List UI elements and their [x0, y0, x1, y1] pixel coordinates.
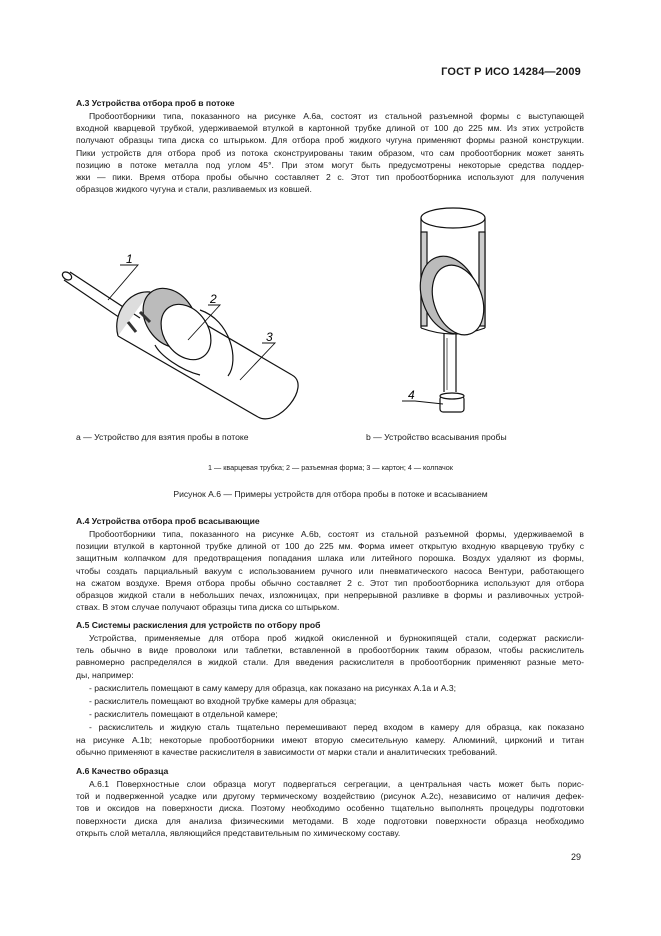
document-header: ГОСТ Р ИСО 14284—2009 — [441, 66, 581, 78]
section-a4-title: А.4 Устройства отбора проб всасывающие — [76, 516, 260, 526]
text-line: защитным колпачком для предотвращения попадания шлака или литейного порошка. Воздух удаляют из формы, — [76, 553, 584, 564]
label-1: 1 — [126, 252, 133, 266]
section-a5-body — [76, 632, 584, 758]
text-line: поверхности диска для анализа физическими методами. В ходе подготовки поверхности образца необходимо — [76, 815, 584, 826]
text-line: образцов жидкой стали в небольших печах, изложницах, при непрерывной разливке в формы и разливочных устрой- — [76, 590, 584, 601]
section-a5-title: А.5 Системы раскисления для устройств по отбору проб — [76, 620, 321, 630]
text-line: на сжатом воздухе. Время отбора пробы обычно составляет 2 с. Этот тип пробоотборника используют для отбора — [76, 577, 584, 588]
label-3: 3 — [266, 330, 273, 344]
figure-caption: Рисунок А.6 — Примеры устройств для отбора пробы в потоке и всасыванием — [173, 489, 488, 499]
page-number: 29 — [570, 852, 581, 862]
text-line: той и подверженной усадке или другому термическому воздействию (рисунок А.2c), независимо от наличия дефек- — [76, 791, 584, 802]
figure-a6-drawing — [0, 0, 661, 460]
list-item: - раскислитель помещают в отдельной камере; — [89, 709, 278, 720]
text-line: позицию в потоке металла под углом 45°. При этом могут быть предусмотрены некоторые средства поддер- — [76, 159, 584, 170]
text-line: жки — пики. Время отбора пробы обычно составляет 2 с. Этот тип пробоотборника используют для получения — [76, 172, 584, 183]
text-line: Пробоотборники типа, показанного на рисунке А.6b, состоят из стальной разъемной формы, удерживаемой в — [89, 529, 584, 539]
text-line: ствах. В этом случае получают образцы типа диска со штырьком. — [76, 602, 340, 613]
text-line: А.6.1 Поверхностные слои образца могут подвергаться сегрегации, а центральная часть может быть порис- — [89, 779, 584, 789]
section-a4-body — [76, 528, 584, 613]
text-line: на рисунке А.1b; некоторые пробоотборники имеют вторую смесительную камеру. Алюминий, цирконий и титан — [76, 734, 584, 745]
label-4: 4 — [408, 388, 415, 402]
text-line: Пики устройств для отбора проб из потока сконструированы таким образом, что сам пробоотборник может занять — [76, 147, 584, 158]
section-a6-title: А.6 Качество образца — [76, 766, 169, 776]
list-item: - раскислитель помещают во входной трубке камеры для образца; — [89, 696, 357, 707]
text-line: равномерно распределялся в жидкой стали. Для введения раскислителя в пробоотборник применяют разные мето- — [76, 657, 584, 668]
text-line: входной кварцевой трубкой, удерживаемой втулкой в картонной трубке длиной от 100 до 225 мм. Из этих устройств — [76, 123, 584, 134]
label-2: 2 — [210, 292, 217, 306]
text-line: Устройства, применяемые для отбора проб жидкой окисленной и бурнокипящей стали, содержат раскисли- — [89, 633, 584, 643]
list-item: - раскислитель и жидкую сталь тщательно перемешивают перед входом в камеру для образца, как показано — [89, 722, 584, 733]
text-line: Пробоотборники типа, показанного на рисунке А.6a, состоят из стальной разъемной формы с выступающей — [89, 111, 584, 121]
section-a3-title: А.3 Устройства отбора проб в потоке — [76, 98, 235, 108]
text-line: позиции втулкой в картонной трубке длиной от 100 до 225 мм. Форма имеет открытую входную кварцевую трубку с — [76, 541, 584, 552]
text-line: открыть слой металла, являющийся представительным по химическому составу. — [76, 827, 401, 838]
in-stream-sampler-drawing — [61, 270, 298, 418]
figure-a-caption: a — Устройство для взятия пробы в потоке — [76, 432, 249, 442]
text-line: получают образцы типа диска со штырьком. Для отбора проб жидкого чугуна применяют формы разной конструкции. — [76, 135, 584, 146]
list-item: - раскислитель помещают в саму камеру для образца, как показано на рисунках А.1a и А.3; — [89, 682, 457, 693]
text-line: чтобы создать парциальный вакуум с использованием ручного или пневматического насоса Вентури, работающего — [76, 565, 584, 576]
text-line: ды, например: — [76, 669, 134, 680]
text-line: обычно применяют в качестве раскислителя в зависимости от марки стали и аналитических требований. — [76, 746, 498, 757]
text-line: тов и оксидов на поверхности диска. Поэтому необходимо особенно тщательно выполнять процедуры подготовки — [76, 803, 584, 814]
figure-legend: 1 — кварцевая трубка; 2 — разъемная форма; 3 — картон; 4 — колпачок — [208, 463, 453, 472]
suction-sampler-drawing — [410, 208, 493, 412]
text-line: образцов жидкого чугуна и стали, разливаемых из ковшей. — [76, 184, 312, 195]
figure-b-caption: b — Устройство всасывания пробы — [366, 432, 507, 442]
text-line: тель обычно в виде проволоки или таблетки, вставленной в пробоотборник таким образом, чтобы раскислитель — [76, 645, 584, 656]
section-a6-body — [76, 778, 584, 839]
